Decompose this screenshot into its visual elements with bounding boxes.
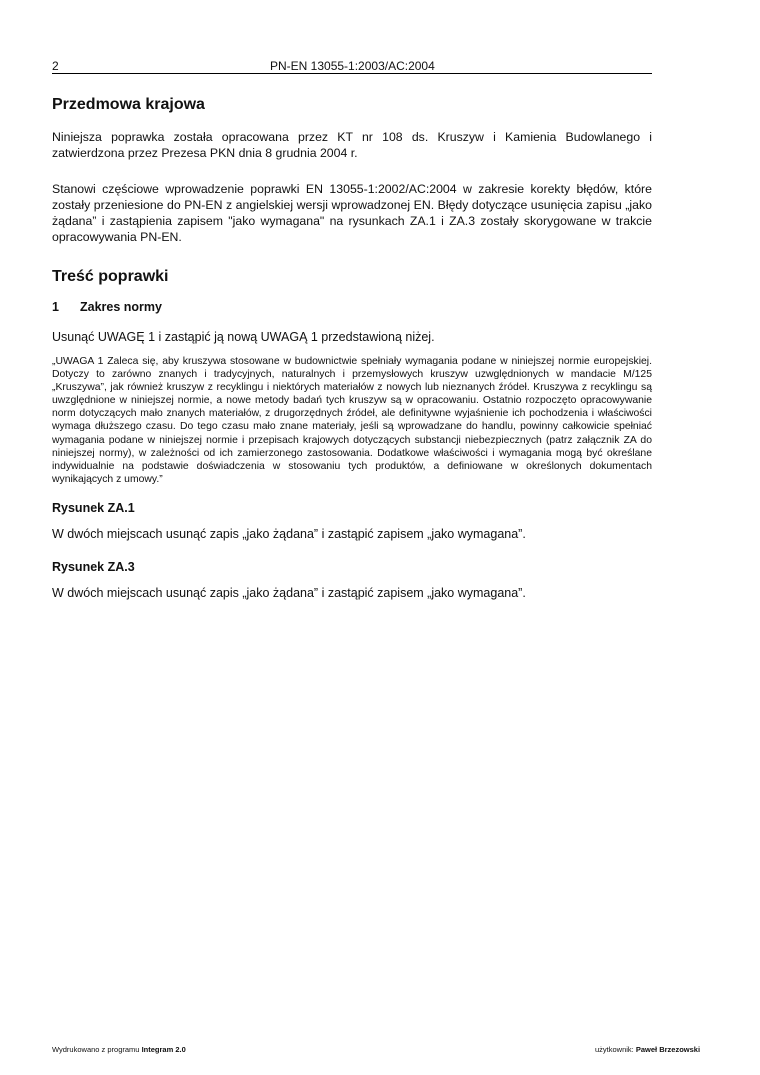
note-text: „UWAGA 1 Zaleca się, aby kruszywa stosowane w budownictwie spełniały wymagania podane w niniejszej normie europejskiej. Dotyczy to zarówno znanych i tradycyjnych, naturalnych i przemysłowych kruszyw uzwględnionych w mandacie M/125 „Kruszywa”, jak również kruszyw z recyklingu i niektórych materiałów z nowych lub nieznanych źródeł. Kruszywa z recyklingu są uwzględnione w niniejszej normie, a nowe metody badań tych kruszyw są w opracowaniu. Ostatnio rozpoczęto opracowywanie norm dotyczących mało znanych materiałów, z drugorzędnych źródeł, ale definitywne wyjaśnienie ich pochodzenia i właściwości wymaga dłuższego czasu. Do tego czasu mało znane materiały, jeśli są wprowadzane do handlu, powinny całkowicie spełniać wymagania podane w niniejszej normie i przepisach krajowych dotyczących substancji niebezpiecznych (patrz załącznik ZA do niniejszej normy), w zależności od ich zamierzonego zastosowania. Dodatkowe właściwości i wymagania mogą być określane indywidualnie na podstawie doświadczenia w stosowaniu tych produktów, a definiowane w określonych dokumentach wynikających z umowy.” [52, 356, 652, 485]
footer-user-prefix: użytkownik: [595, 1045, 634, 1054]
footer-print-info [52, 1045, 186, 1054]
figure-za1-heading: Rysunek ZA.1 [52, 500, 135, 515]
foreword-paragraph-1: Niniejsza poprawka została opracowana przez KT nr 108 ds. Kruszyw i Kamienia Budowlanego i zatwierdzona przez Prezesa PKN dnia 8 grudnia 2004 r. [52, 130, 652, 160]
amendment-instruction: Usunąć UWAGĘ 1 i zastąpić ją nową UWAGĄ 1 przedstawioną niżej. [52, 330, 435, 344]
section-title: Zakres normy [80, 300, 162, 314]
foreword-title: Przedmowa krajowa [52, 96, 205, 113]
figure-za1-instruction: W dwóch miejscach usunąć zapis „jako żądana” i zastąpić zapisem „jako wymagana”. [52, 526, 526, 541]
footer-printed-prefix: Wydrukowano z programu [52, 1045, 140, 1054]
footer-user-info [595, 1045, 700, 1054]
footer-program-name: Integram 2.0 [141, 1045, 186, 1054]
figure-za3-instruction: W dwóch miejscach usunąć zapis „jako żądana” i zastąpić zapisem „jako wymagana”. [52, 585, 526, 600]
foreword-paragraph-2: Stanowi częściowe wprowadzenie poprawki EN 13055-1:2002/AC:2004 w zakresie korekty błędów, które zostały przeniesione do PN-EN z angielskiej wersji wprowadzonej EN. Błędy dotyczące usunięcia zapisu „jako żądana” i zastąpienia zapisem "jako wymagana" na rysunkach ZA.1 i ZA.3 zostały skorygowane w trakcie opracowywania PN-EN. [52, 182, 652, 244]
figure-za3-heading: Rysunek ZA.3 [52, 559, 135, 574]
footer-user-name: Paweł Brzezowski [635, 1045, 701, 1054]
header-divider [52, 73, 652, 74]
page-content [52, 95, 652, 601]
amendment-title: Treść poprawki [52, 268, 169, 285]
section-heading [52, 299, 652, 315]
document-reference: PN-EN 13055-1:2003/AC:2004 [270, 59, 435, 73]
section-number: 1 [52, 300, 59, 314]
page-number: 2 [52, 59, 59, 73]
